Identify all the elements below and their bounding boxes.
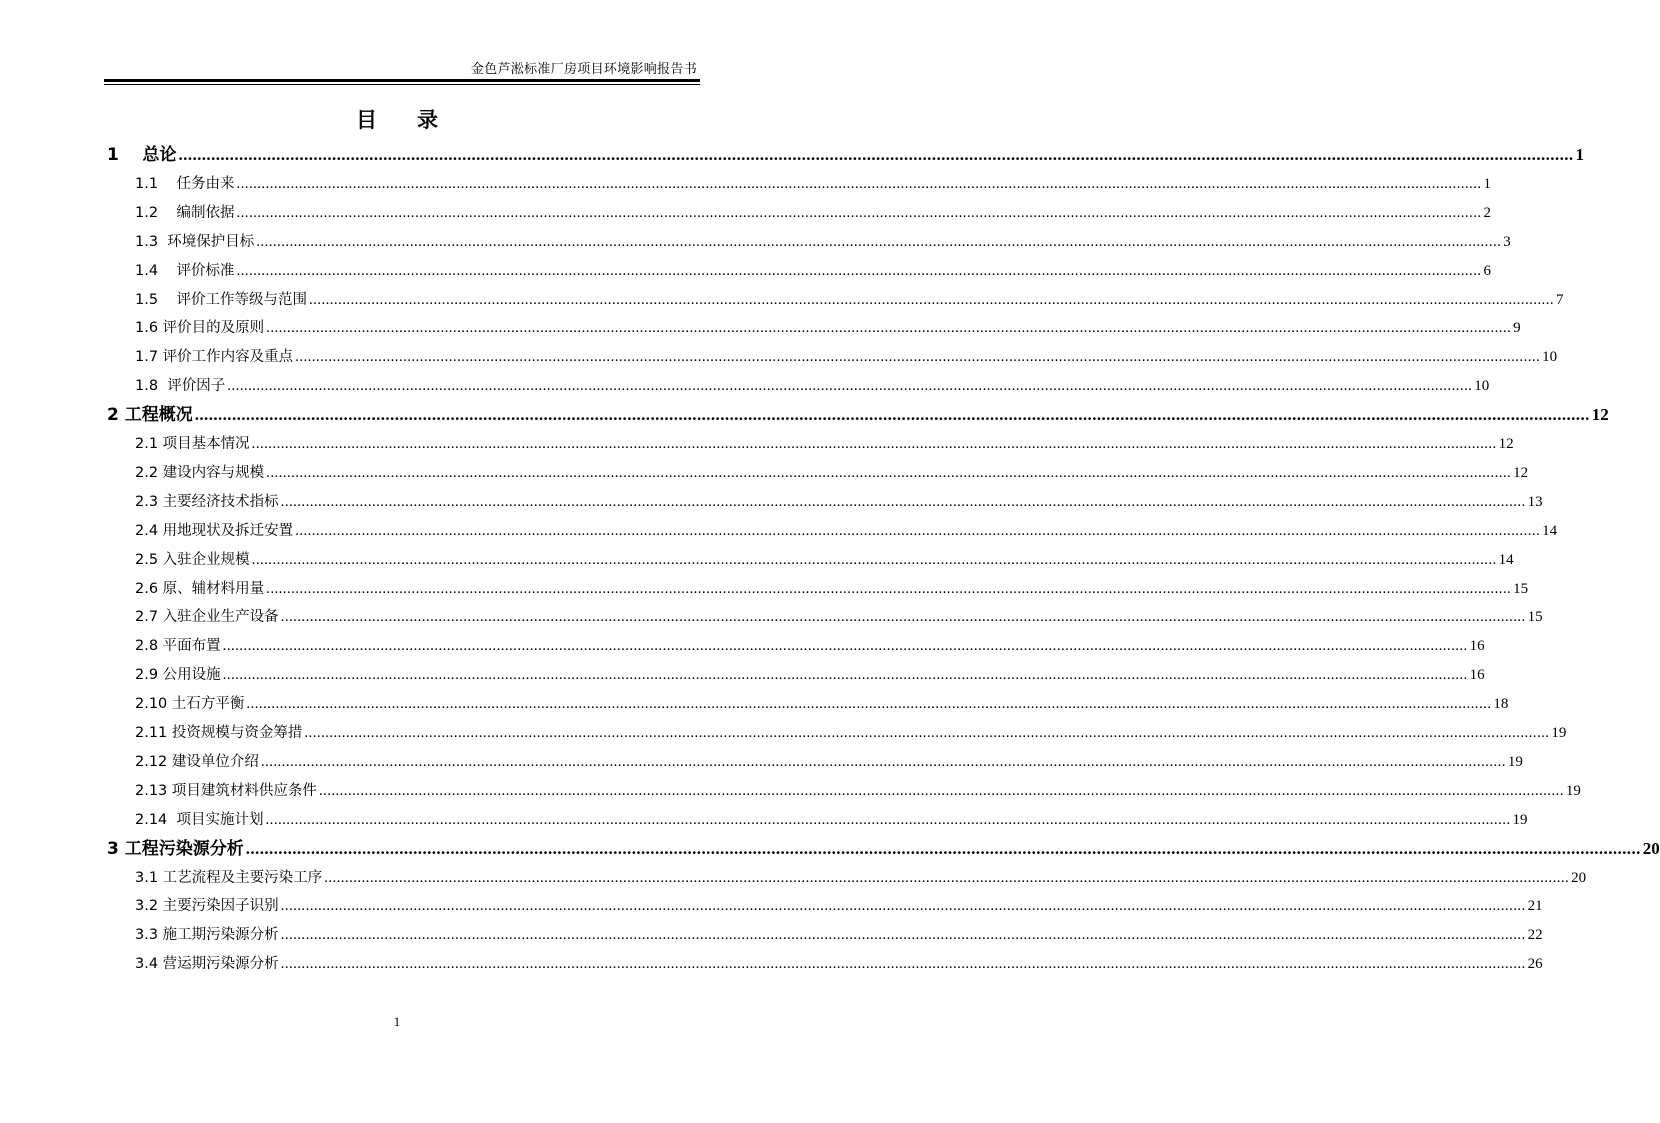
toc-entry-section[interactable] [135, 317, 1521, 339]
toc-entry-page: 14 [1498, 551, 1514, 568]
toc-entry-section[interactable] [135, 867, 1587, 889]
toc-entry-page: 3 [1503, 233, 1511, 250]
toc-entry-section[interactable] [135, 346, 1558, 368]
toc-leader-dots: ............................................................................................................................................................................................................................................................................................................ [236, 175, 1482, 192]
toc-entry-label: 3.1 工艺流程及主要污染工序 [135, 869, 323, 886]
toc-entry-section[interactable] [135, 462, 1529, 484]
toc-entry-label: 2 工程概况 [107, 405, 193, 426]
toc-entry-section[interactable] [135, 260, 1491, 282]
toc-entry-label: 1.2 编制依据 [135, 204, 235, 221]
toc-leader-dots: ............................................................................................................................................................................................................................................................................................................ [280, 609, 1526, 626]
toc-leader-dots: ............................................................................................................................................................................................................................................................................................................ [246, 696, 1492, 713]
toc-entry-label: 2.4 用地现状及拆迁安置 [135, 522, 294, 539]
toc-entry-label: 3.4 营运期污染源分析 [135, 956, 279, 973]
toc-entry-label: 3 工程污染源分析 [107, 838, 244, 859]
toc-entry-section[interactable] [135, 520, 1558, 542]
toc-entry-section[interactable] [135, 375, 1490, 397]
toc-entry-label: 1.4 评价标准 [135, 262, 235, 279]
toc-entry-section[interactable] [135, 895, 1543, 917]
toc-entry-page: 21 [1527, 898, 1543, 915]
toc-entry-page: 19 [1565, 782, 1581, 799]
toc-leader-dots: ............................................................................................................................................................................................................................................................................................................ [280, 898, 1526, 915]
toc-entry-page: 18 [1493, 696, 1509, 713]
toc-entry-page: 14 [1542, 522, 1558, 539]
toc-entry-chapter[interactable] [107, 838, 1660, 860]
toc-entry-label: 2.5 入驻企业规模 [135, 551, 250, 568]
toc-entry-label: 1.6 评价目的及原则 [135, 320, 265, 337]
toc-entry-page: 2 [1483, 204, 1491, 221]
toc-entry-page: 20 [1642, 838, 1660, 858]
toc-entry-section[interactable] [135, 664, 1485, 686]
toc-leader-dots: ............................................................................................................................................................................................................................................................................................................ [280, 493, 1526, 510]
toc-entry-label: 2.6 原、辅材料用量 [135, 580, 265, 597]
toc-entry-section[interactable] [135, 751, 1523, 773]
toc-entry-page: 6 [1483, 262, 1491, 279]
toc-entry-page: 15 [1513, 580, 1529, 597]
toc-entry-chapter[interactable] [107, 144, 1585, 166]
toc-entry-page: 26 [1527, 956, 1543, 973]
toc-entry-label: 2.9 公用设施 [135, 667, 221, 684]
toc-entry-page: 7 [1556, 291, 1564, 308]
toc-leader-dots: ............................................................................................................................................................................................................................................................................................................ [324, 869, 1570, 886]
toc-entry-label: 2.13 项目建筑材料供应条件 [135, 782, 317, 799]
toc-entry-label: 3.2 主要污染因子识别 [135, 898, 279, 915]
toc-leader-dots: ............................................................................................................................................................................................................................................................................................................ [260, 753, 1506, 770]
toc-entry-page: 13 [1527, 493, 1543, 510]
page-number: 1 [393, 1014, 401, 1029]
toc-leader-dots: ............................................................................................................................................................................................................................................................................................................ [178, 145, 1574, 164]
toc-entry-page: 12 [1591, 405, 1609, 425]
toc-entry-label: 2.1 项目基本情况 [135, 436, 250, 452]
toc-entry-section[interactable] [135, 173, 1491, 195]
toc-leader-dots: ............................................................................................................................................................................................................................................................................................................ [295, 522, 1541, 539]
toc-entry-page: 1 [1483, 175, 1491, 192]
toc-entry-label: 3.3 施工期污染源分析 [135, 927, 279, 944]
toc-entry-label: 1.7 评价工作内容及重点 [135, 349, 294, 366]
toc-entry-section[interactable] [135, 549, 1514, 571]
toc-leader-dots: ............................................................................................................................................................................................................................................................................................................ [251, 436, 1497, 452]
toc-entry-section[interactable] [135, 578, 1529, 600]
toc-entry-page: 16 [1469, 638, 1485, 655]
toc-leader-dots: ............................................................................................................................................................................................................................................................................................................ [265, 811, 1511, 828]
toc-entry-section[interactable] [135, 289, 1564, 311]
toc-entry-section[interactable] [135, 202, 1491, 224]
toc-entry-section[interactable] [135, 606, 1543, 628]
toc-entry-chapter[interactable] [107, 404, 1609, 426]
toc-entry-section[interactable] [135, 953, 1543, 975]
toc-entry-page: 19 [1507, 753, 1523, 770]
running-header-title: 金色芦淞标准厂房项目环境影响报告书 [470, 62, 697, 77]
toc-leader-dots: ............................................................................................................................................................................................................................................................................................................ [245, 838, 1641, 858]
toc-entry-label: 2.14 项目实施计划 [135, 811, 264, 828]
toc-entry-label: 2.11 投资规模与资金筹措 [135, 725, 303, 741]
toc-entry-page: 16 [1469, 667, 1485, 684]
toc-leader-dots: ............................................................................................................................................................................................................................................................................................................ [256, 233, 1502, 250]
toc-entry-section[interactable] [135, 809, 1528, 831]
toc-entry-label: 2.12 建设单位介绍 [135, 753, 259, 770]
toc-entry-section[interactable] [135, 231, 1511, 253]
toc-entry-section[interactable] [135, 780, 1581, 802]
toc-leader-dots: ............................................................................................................................................................................................................................................................................................................ [280, 956, 1526, 973]
toc-entry-page: 19 [1512, 811, 1528, 828]
toc-entry-label: 2.8 平面布置 [135, 638, 221, 655]
toc-leader-dots: ............................................................................................................................................................................................................................................................................................................ [236, 204, 1482, 221]
toc-heading: 目录 [356, 108, 478, 132]
toc-entry-label: 1.8 评价因子 [135, 378, 226, 395]
toc-leader-dots: ............................................................................................................................................................................................................................................................................................................ [318, 782, 1564, 799]
toc-entry-page: 20 [1571, 869, 1587, 886]
toc-entry-label: 1 总论 [107, 145, 177, 165]
toc-entry-page: 15 [1527, 609, 1543, 626]
toc-entry-page: 12 [1513, 464, 1529, 481]
toc-entry-page: 1 [1575, 145, 1585, 164]
toc-entry-label: 1.1 任务由来 [135, 175, 235, 192]
toc-entry-page: 22 [1527, 927, 1543, 944]
toc-entry-label: 1.3 环境保护目标 [135, 233, 255, 250]
toc-entry-page: 10 [1474, 378, 1490, 395]
toc-entry-page: 10 [1542, 349, 1558, 366]
toc-entry-label: 1.5 评价工作等级与范围 [135, 291, 307, 308]
toc-entry-label: 2.10 土石方平衡 [135, 696, 245, 713]
toc-entry-label: 2.2 建设内容与规模 [135, 464, 265, 481]
toc-entry-page: 12 [1498, 436, 1514, 452]
toc-entry-section[interactable] [135, 693, 1509, 715]
toc-leader-dots: ............................................................................................................................................................................................................................................................................................................ [295, 349, 1541, 366]
toc-leader-dots: ............................................................................................................................................................................................................................................................................................................ [222, 638, 1468, 655]
toc-leader-dots: ............................................................................................................................................................................................................................................................................................................ [266, 580, 1512, 597]
toc-leader-dots: ............................................................................................................................................................................................................................................................................................................ [266, 320, 1512, 337]
toc-leader-dots: ............................................................................................................................................................................................................................................................................................................ [194, 405, 1590, 425]
toc-entry-section[interactable] [135, 433, 1514, 455]
toc-leader-dots: ............................................................................................................................................................................................................................................................................................................ [227, 378, 1473, 395]
toc-leader-dots: ............................................................................................................................................................................................................................................................................................................ [251, 551, 1497, 568]
toc-leader-dots: ............................................................................................................................................................................................................................................................................................................ [280, 927, 1526, 944]
toc-entry-page: 9 [1513, 320, 1521, 337]
toc-entry-label: 2.3 主要经济技术指标 [135, 493, 279, 510]
toc-leader-dots: ............................................................................................................................................................................................................................................................................................................ [266, 464, 1512, 481]
toc-entry-section[interactable] [135, 491, 1543, 513]
toc-entry-label: 2.7 入驻企业生产设备 [135, 609, 279, 626]
toc-entry-section[interactable] [135, 722, 1567, 744]
toc-entry-section[interactable] [135, 635, 1485, 657]
toc-leader-dots: ............................................................................................................................................................................................................................................................................................................ [304, 725, 1550, 741]
toc-entry-section[interactable] [135, 924, 1543, 946]
toc-leader-dots: ............................................................................................................................................................................................................................................................................................................ [236, 262, 1482, 279]
toc-entry-page: 19 [1551, 725, 1567, 741]
toc-leader-dots: ............................................................................................................................................................................................................................................................................................................ [222, 667, 1468, 684]
toc-leader-dots: ............................................................................................................................................................................................................................................................................................................ [309, 291, 1554, 308]
